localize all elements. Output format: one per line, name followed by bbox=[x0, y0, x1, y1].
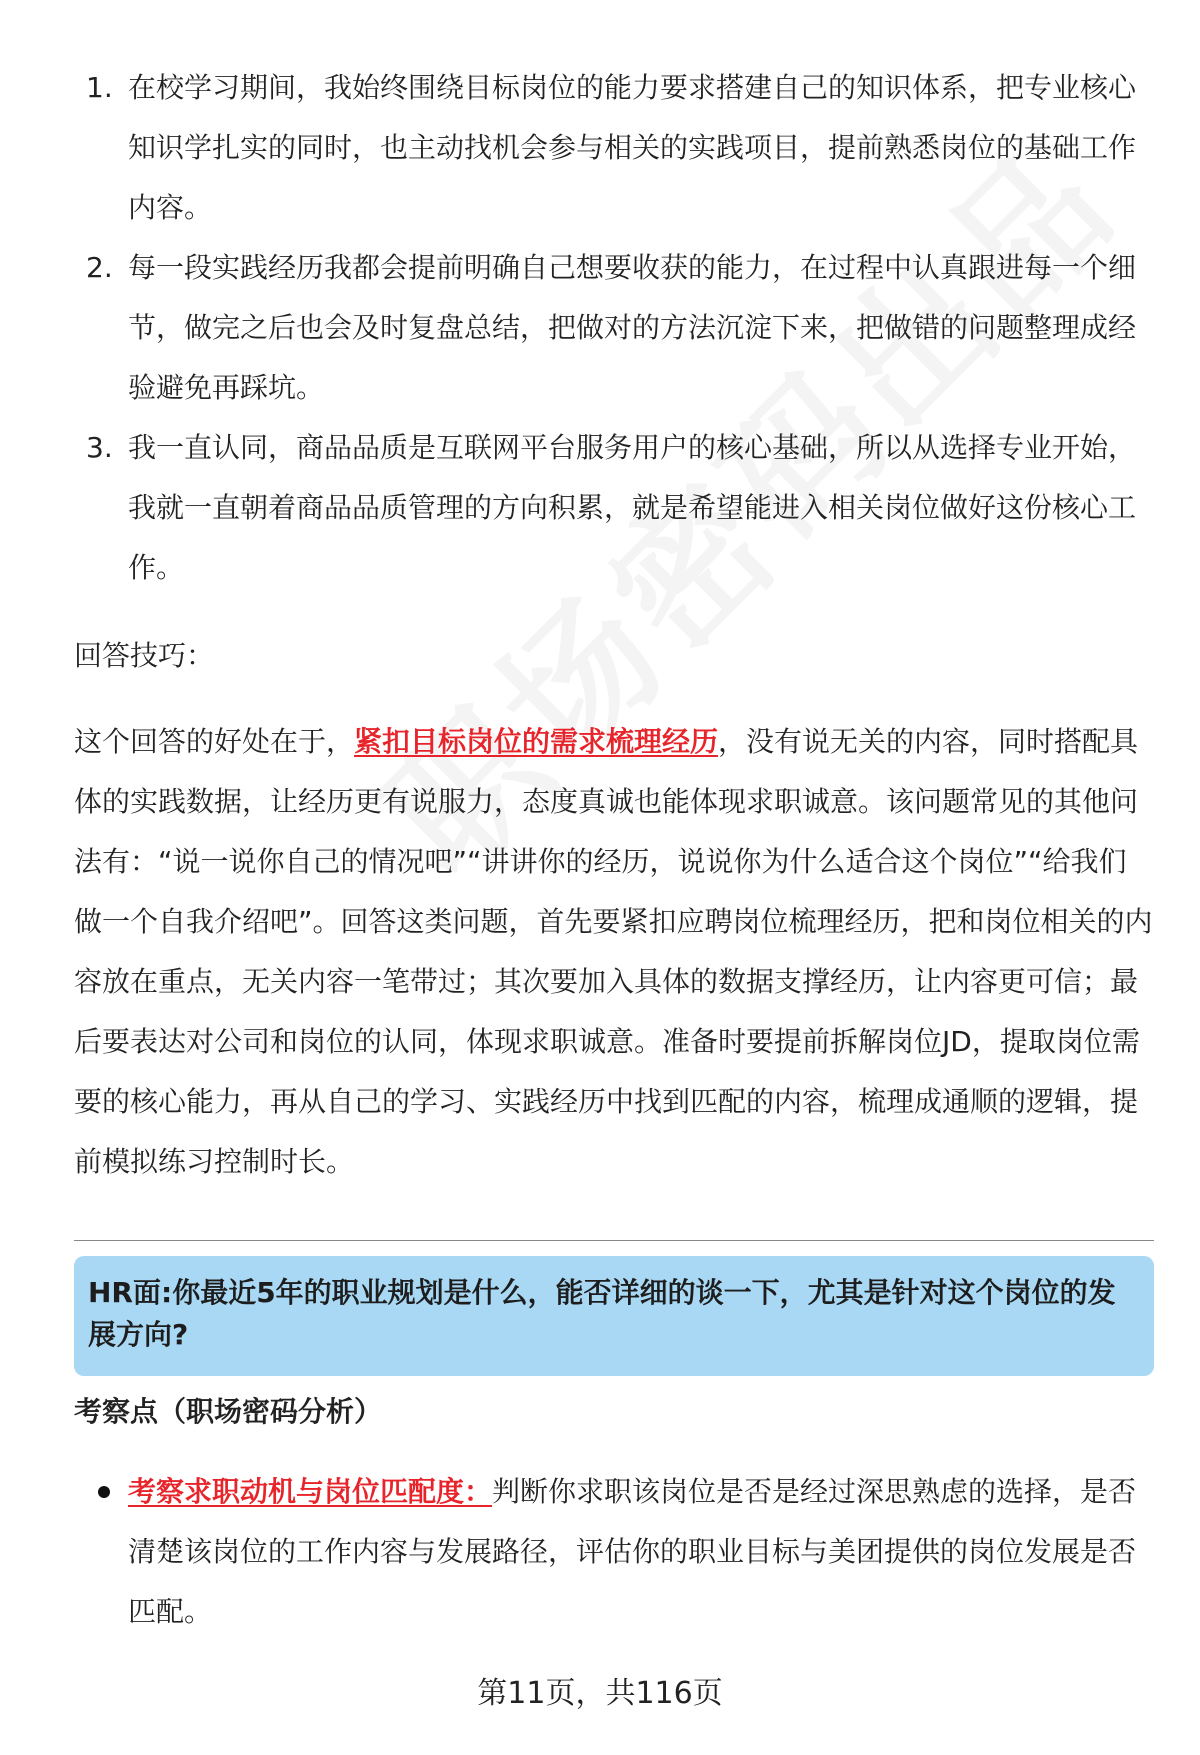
tips-highlight: 紧扣目标岗位的需求梳理经历 bbox=[354, 725, 719, 758]
question-text: HR面:你最近5年的职业规划是什么，能否详细的谈一下，尤其是针对这个岗位的发展方向? bbox=[88, 1276, 1116, 1351]
answer-item bbox=[74, 58, 1154, 238]
answer-text: 每一段实践经历我都会提前明确自己想要收获的能力，在过程中认真跟进每一个细节，做完之后也会及时复盘总结，把做对的方法沉淀下来，把做错的问题整理成经验避免再踩坑。 bbox=[128, 251, 1137, 404]
bullet-icon bbox=[98, 1486, 110, 1498]
tips-paragraph bbox=[74, 712, 1154, 1192]
tips-heading: 回答技巧： bbox=[74, 639, 215, 672]
answer-item bbox=[74, 418, 1154, 598]
analysis-heading: 考察点（职场密码分析） bbox=[74, 1395, 383, 1428]
analysis-label: 考察求职动机与岗位匹配度： bbox=[128, 1475, 493, 1508]
analysis-list bbox=[74, 1462, 1154, 1642]
analysis-item bbox=[74, 1462, 1154, 1642]
answer-number: 1. bbox=[86, 71, 113, 104]
tips-rest: ，没有说无关的内容，同时搭配具体的实践数据，让经历更有说服力，态度真诚也能体现求职诚意。该问题常见的其他问法有：“说一说你自己的情况吧”“讲讲你的经历，说说你为什么适合这个岗位”“给我们做一个自我介绍吧”。回答这类问题，首先要紧扣应聘岗位梳理经历，把和岗位相关的内容放在重点，无关内容一笔带过；其次要加入具体的数据支撑经历，让内容更可信；最后要表达对公司和岗位的认同，体现求职诚意。准备时要提前拆解岗位JD，提取岗位需要的核心能力，再从自己的学习、实践经历中找到匹配的内容，梳理成通顺的逻辑，提前模拟练习控制时长。 bbox=[74, 725, 1153, 1178]
analysis-text: 判断你求职该岗位是否是经过深思熟虑的选择，是否清楚该岗位的工作内容与发展路径，评估你的职业目标与美团提供的岗位发展是否匹配。 bbox=[128, 1475, 1137, 1628]
answer-item bbox=[74, 238, 1154, 418]
answer-list bbox=[74, 58, 1154, 598]
answer-number: 2. bbox=[86, 251, 113, 284]
answer-text: 我一直认同，商品品质是互联网平台服务用户的核心基础，所以从选择专业开始，我就一直朝着商品品质管理的方向积累，就是希望能进入相关岗位做好这份核心工作。 bbox=[128, 431, 1137, 584]
section-divider bbox=[74, 1240, 1154, 1241]
tips-intro: 这个回答的好处在于， bbox=[74, 725, 355, 758]
page-number: 第11页，共116页 bbox=[477, 1676, 723, 1711]
answer-text: 在校学习期间，我始终围绕目标岗位的能力要求搭建自己的知识体系，把专业核心知识学扎实的同时，也主动找机会参与相关的实践项目，提前熟悉岗位的基础工作内容。 bbox=[128, 71, 1137, 224]
question-box bbox=[74, 1256, 1154, 1376]
answer-number: 3. bbox=[86, 431, 113, 464]
